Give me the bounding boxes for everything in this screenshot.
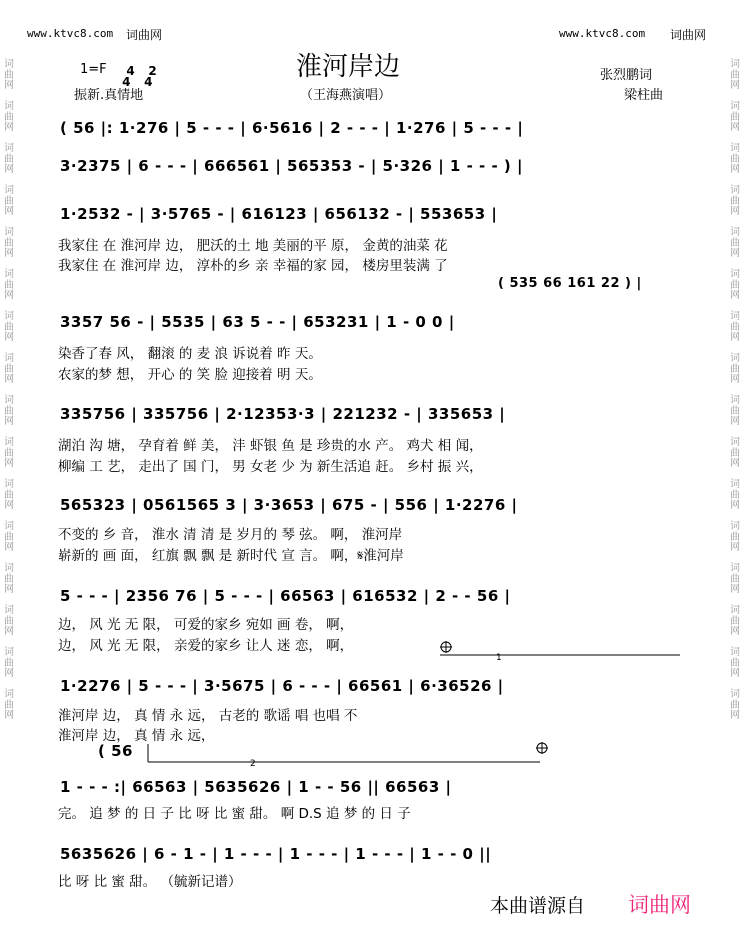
score-row-1: ( 56 |: 1·276 | 5 - - - | 6·5616 | 2 - - - | 1·276 | 5 - - - | (60, 119, 524, 137)
lyrics-row-10: 比 呀 比 蜜 甜。 （毓新记谱） (58, 874, 242, 890)
score-interlude: ( 535 66 161 22 ) | (498, 276, 642, 291)
lyrics-row-3-verse-2: 我家住 在 淮河岸 边， 淳朴的乡 亲 幸福的家 园， 楼房里装满 了 (58, 258, 448, 274)
lyrics-row-5-verse-1: 湖泊 沟 塘， 孕育着 鲜 美， 沣 虾银 鱼 是 珍贵的水 产。 鸡犬 相 闻， (58, 438, 483, 454)
right-url: www.ktvc8.com (559, 27, 646, 40)
lyrics-row-8-verse-1: 淮河岸 边， 真 情 永 远， 古老的 歌谣 唱 也唱 不 (58, 708, 358, 724)
score-row-7: 5 - - - | 2356 76 | 5 - - - | 66563 | 616532 | 2 - - 56 | (60, 587, 511, 605)
score-row-9: 1 - - - :| 66563 | 5635626 | 1 - - 56 || 66563 | (60, 778, 452, 796)
key-signature: 1=F (80, 62, 107, 77)
performer: （王海燕演唱） (300, 88, 392, 103)
lyrics-row-4-verse-1: 染香了春 风， 翻滚 的 麦 浪 诉说着 昨 天。 (58, 346, 322, 362)
score-row-8: 1·2276 | 5 - - - | 3·5675 | 6 - - - | 66561 | 6·36526 | (60, 677, 504, 695)
lyrics-row-6-verse-1: 不变的 乡 音， 淮水 清 清 是 岁月的 琴 弦。 啊， 淮河岸 (58, 527, 403, 543)
footer-brand: 词曲网 (628, 893, 691, 917)
score-row-6: 565323 | 0561565 3 | 3·3653 | 675 - | 556 | 1·2276 | (60, 496, 518, 514)
lyrics-row-3-verse-1: 我家住 在 淮河岸 边， 肥沃的土 地 美丽的平 原， 金黄的油菜 花 (58, 238, 448, 254)
lyrics-row-4-verse-2: 农家的梦 想， 开心 的 笑 脸 迎接着 明 天。 (58, 367, 322, 383)
composer: 梁柱曲 (624, 88, 664, 103)
time-signature: 4 4 (122, 64, 135, 89)
score-row-5: 335756 | 335756 | 2·12353·3 | 221232 - | 335653 | (60, 405, 506, 423)
volta-2-label: 2 (250, 759, 256, 769)
score-row-10: 5635626 | 6 - 1 - | 1 - - - | 1 - - - | 1 - - - | 1 - - 0 || (60, 845, 492, 863)
lyrics-row-5-verse-2: 柳编 工 艺， 走出了 国 门， 男 女老 少 为 新生活追 赶。 乡村 振 兴， (58, 459, 483, 475)
score-row-2: 3·2375 | 6 - - - | 666561 | 565353 - | 5·326 | 1 - - - ) | (60, 157, 523, 175)
score-repeat-pickup: ( 56 (98, 742, 133, 760)
score-row-3: 1·2532 - | 3·5765 - | 616123 | 656132 - | 553653 | (60, 205, 498, 223)
lyrics-row-6-verse-2: 崭新的 画 面， 红旗 飘 飘 是 新时代 宣 言。 啊，𝄋淮河岸 (58, 548, 404, 564)
volta-1-label: 1 (496, 653, 502, 663)
lyrics-row-9: 完。 追 梦 的 日 子 比 呀 比 蜜 甜。 啊 D.S 追 梦 的 日 子 (58, 806, 411, 822)
side-watermark-left: 词 曲 网 词 曲 网 词 曲 网 词 曲 网 词 曲 网 词 曲 网 词 曲 网 词 曲 网 词 曲 网 词 曲 网 词 曲 网 词 曲 网 词 曲 网 词 曲 网 词 曲 网 词 曲 网 (4, 59, 14, 721)
tempo-expression: 振新.真情地 (74, 88, 144, 103)
lyrics-row-7-verse-1: 边， 风 光 无 限， 可爱的家乡 宛如 画 卷， 啊， (58, 617, 354, 633)
song-title: 淮河岸边 (296, 52, 401, 82)
time-signature-alt: 2 4 (144, 64, 157, 89)
footer-source: 本曲谱源自 (490, 895, 586, 917)
left-site-name: 词曲网 (126, 28, 163, 42)
lyrics-row-7-verse-2: 边， 风 光 无 限， 亲爱的家乡 让人 迷 恋， 啊， (58, 638, 354, 654)
left-url: www.ktvc8.com (27, 27, 114, 40)
right-site-name: 词曲网 (670, 28, 707, 42)
lyricist: 张烈鹏词 (600, 68, 653, 83)
side-watermark-right: 词 曲 网 词 曲 网 词 曲 网 词 曲 网 词 曲 网 词 曲 网 词 曲 网 词 曲 网 词 曲 网 词 曲 网 词 曲 网 词 曲 网 词 曲 网 词 曲 网 词 曲 网 词 曲 网 (730, 59, 740, 721)
lyrics-row-8-verse-2: 淮河岸 边， 真 情 永 远， (58, 728, 215, 744)
score-row-4: 3357 56 - | 5535 | 63 5 - - | 653231 | 1 - 0 0 | (60, 313, 455, 331)
